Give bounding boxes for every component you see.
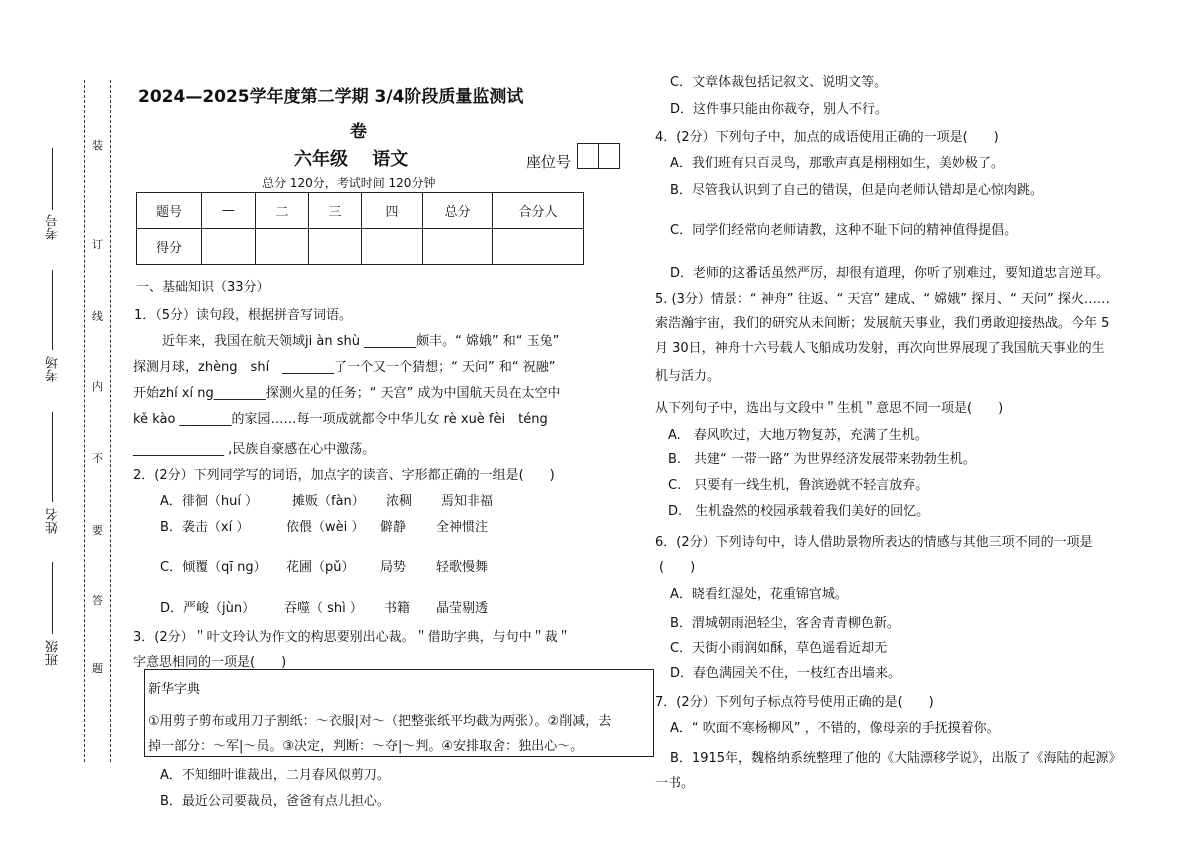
- seal-char: 线: [92, 310, 103, 323]
- seat-number-box[interactable]: [577, 143, 599, 169]
- margin-line-exam-number[interactable]: [52, 148, 53, 210]
- question-3-stem: 3．(2分）＂叶文玲认为作文的构思要别出心裁。＂借助字典，与句中＂裁＂: [133, 630, 571, 645]
- margin-label-exam-number: 考号: [46, 214, 61, 240]
- option-c[interactable]: C．天街小雨润如酥，草色遥看近却无: [670, 641, 888, 656]
- option-c[interactable]: C．倾覆（qī ng）: [160, 560, 267, 575]
- question-6-stem: 6．(2分）下列诗句中，诗人借助景物所表达的情感与其他三项不同的一项是: [655, 535, 1093, 550]
- score-cell[interactable]: [493, 229, 584, 265]
- question-2-stem: 2．(2分）下列同学写的词语，加点字的读音、字形都正确的一组是( ): [133, 468, 555, 483]
- option-b[interactable]: B．最近公司要裁员，爸爸有点儿担心。: [160, 794, 390, 809]
- question-5-stem: 从下列句子中，选出与文段中＂生机＂意思不同一项是( ): [655, 401, 1004, 416]
- question-6-stem-cont: ( ): [659, 560, 696, 575]
- exam-info: 总分 120分，考试时间 120分钟: [262, 176, 436, 190]
- score-cell[interactable]: [309, 229, 362, 265]
- question-1-line: 开始zhí xí ng________探测火星的任务；“ 天宫” 成为中国航天员在太空中: [133, 386, 561, 401]
- option-d-word: 晶莹剔透: [436, 601, 489, 616]
- seat-number-label: 座位号: [526, 153, 572, 171]
- seal-char: 订: [92, 238, 103, 251]
- question-1-line: kě kào ________的家园……每一项成就都令中华儿女 rè xuè fèi téng: [133, 412, 548, 427]
- question-1-stem: 1．（5分）读句段，根据拼音写词语。: [134, 308, 353, 323]
- seal-char: 要: [92, 524, 103, 537]
- option-b[interactable]: B．袭击（xí ）: [160, 520, 250, 535]
- score-cell[interactable]: [423, 229, 493, 265]
- table-cell: —: [202, 193, 256, 229]
- table-cell: 题号: [137, 193, 202, 229]
- margin-line-name[interactable]: [52, 412, 53, 502]
- option-b[interactable]: B．1915年，魏格纳系统整理了他的《大陆漂移学说》，出版了《海陆的起源》: [670, 751, 1122, 766]
- margin-label-class: 班级: [46, 640, 61, 666]
- question-5-passage: 月 30日，神舟十六号载人飞船成功发射，再次向世界展现了我国航天事业的生: [655, 341, 1105, 356]
- option-b[interactable]: B．渭城朝雨浥轻尘，客舍青青柳色新。: [670, 616, 900, 631]
- question-4-stem: 4．(2分）下列句子中，加点的成语使用正确的一项是( ): [655, 130, 999, 145]
- question-5-passage: 机与活力。: [655, 369, 721, 384]
- option-a-word: 摊贩（fàn）: [292, 494, 365, 509]
- option-a[interactable]: A．不知细叶谁裁出，二月春风似剪刀。: [160, 768, 390, 783]
- option-b-word: 依偎（wèi ）: [286, 520, 365, 535]
- option-a[interactable]: A．我们班有只百灵鸟，那歌声真是栩栩如生，美妙极了。: [670, 156, 1004, 171]
- option-d-word: 吞噬（ shì ）: [284, 601, 363, 616]
- option-a[interactable]: A．徘徊（huí ）: [160, 494, 259, 509]
- option-b[interactable]: B．尽管我认识到了自己的错误，但是向老师认错却是心惊肉跳。: [670, 183, 1043, 198]
- seal-char: 装: [92, 139, 103, 152]
- margin-label-exam-room: 考场: [46, 356, 61, 382]
- section-heading: 一、基础知识（33分）: [136, 280, 270, 295]
- dictionary-line: ①用剪子剪布或用刀子割纸：～衣服|对～（把整张纸平均截为两张）。②削减，去: [148, 714, 612, 729]
- dictionary-box: [144, 669, 654, 757]
- dictionary-title: 新华字典: [148, 682, 201, 697]
- question-5-passage: 索浩瀚宇宙，我们的研究从未间断；发展航天事业，我们勇敢迎接热战。今年 5: [655, 316, 1110, 331]
- grade-subject: 六年级 语文: [294, 149, 409, 170]
- question-1-line: 近年来，我国在航天领域ji àn shù ________颇丰。“ 嫦娥” 和“ 玉兔”: [162, 334, 560, 349]
- option-b-word: 全神惯注: [436, 520, 489, 535]
- option-c[interactable]: C．文章体裁包括记叙文、说明文等。: [670, 75, 888, 90]
- seal-char: 内: [92, 380, 103, 393]
- seal-char: 不: [92, 452, 103, 465]
- seal-char: 题: [92, 662, 103, 675]
- option-d[interactable]: D．严峻（jùn）: [160, 601, 256, 616]
- option-b[interactable]: B. 共建“ 一带一路” 为世界经济发展带来勃勃生机。: [668, 452, 976, 467]
- option-c[interactable]: C．同学们经常向老师请教，这种不耻下问的精神值得提倡。: [670, 223, 1018, 238]
- question-1-line: 探测月球，zhèng shí ________了一个又一个猜想；“ 天问” 和“ 祝融”: [133, 360, 556, 375]
- option-d[interactable]: D. 生机盎然的校园承载着我们美好的回忆。: [668, 504, 930, 519]
- option-b-cont: 一书。: [655, 776, 695, 791]
- option-d-word: 书籍: [384, 601, 411, 616]
- option-a[interactable]: A. 春风吹过，大地万物复苏，充满了生机。: [668, 428, 928, 443]
- option-c-word: 轻歌慢舞: [436, 560, 489, 575]
- table-row: [137, 193, 584, 229]
- score-cell[interactable]: [202, 229, 256, 265]
- margin-line-exam-room[interactable]: [52, 270, 53, 350]
- option-d[interactable]: D．老师的这番话虽然严厉，却很有道理，你听了别难过，要知道忠言逆耳。: [670, 266, 1110, 281]
- dictionary-line: 掉一部分：～军|～员。③决定，判断：～夺|～判。④安排取舍：独出心～。: [148, 739, 584, 754]
- table-cell: 总分: [423, 193, 493, 229]
- option-a-word: 焉知非福: [441, 494, 494, 509]
- score-cell[interactable]: [362, 229, 423, 265]
- table-cell: 得分: [137, 229, 202, 265]
- option-a-word: 浓稠: [386, 494, 413, 509]
- table-row: [137, 229, 584, 265]
- question-5-passage: 5. (3分）情景：“ 神舟” 往返、“ 天宫” 建成、“ 嫦娥” 探月、“ 天问” 探火……: [655, 292, 1110, 307]
- option-c-word: 花圃（pǔ）: [286, 560, 355, 575]
- table-cell: 四: [362, 193, 423, 229]
- option-c[interactable]: C. 只要有一线生机，鲁滨逊就不轻言放弃。: [668, 478, 929, 493]
- margin-line-class[interactable]: [52, 562, 53, 634]
- seal-char: 答: [92, 594, 103, 607]
- seal-line-inner: [110, 80, 111, 762]
- score-table: [136, 192, 584, 265]
- question-1-line: ______________ ,民族自豪感在心中激荡。: [133, 442, 376, 457]
- table-cell: 合分人: [493, 193, 584, 229]
- seat-number-box[interactable]: [598, 143, 620, 169]
- margin-label-name: 姓名: [46, 508, 61, 534]
- option-d[interactable]: D．春色满园关不住，一枝红杏出墙来。: [670, 666, 902, 681]
- table-cell: 三: [309, 193, 362, 229]
- exam-title-line2: 卷: [350, 122, 367, 142]
- seal-line-outer: [84, 80, 85, 762]
- option-c-word: 局势: [380, 560, 407, 575]
- question-3-stem-cont: 字意思相同的一项是( ): [133, 655, 287, 670]
- option-a[interactable]: A．“ 吹面不寒杨柳风” ，不错的，像母亲的手抚摸着你。: [670, 721, 1000, 736]
- option-d[interactable]: D．这件事只能由你裁夺，别人不行。: [670, 102, 889, 117]
- score-cell[interactable]: [256, 229, 309, 265]
- exam-title-line1: 2024—2025学年度第二学期 3/4阶段质量监测试: [138, 87, 524, 107]
- option-b-word: 僻静: [380, 520, 407, 535]
- option-a[interactable]: A．晓看红湿处，花重锦官城。: [670, 587, 848, 602]
- table-cell: 二: [256, 193, 309, 229]
- question-7-stem: 7．(2分）下列句子标点符号使用正确的是( ): [655, 695, 934, 710]
